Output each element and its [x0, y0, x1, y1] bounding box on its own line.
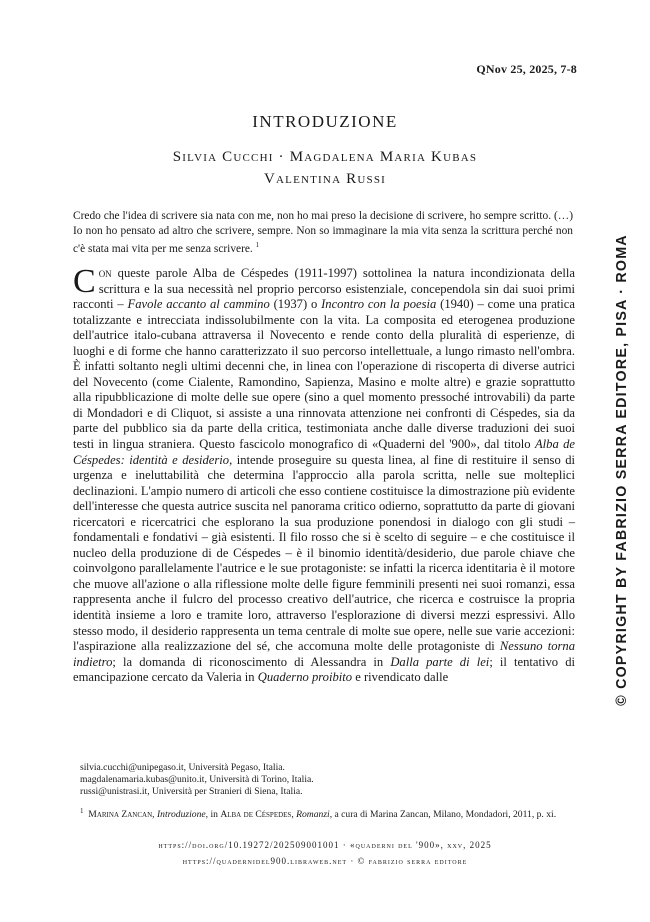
body-segment-7: e rivendicato dalle	[352, 670, 449, 685]
article-title: INTRODUZIONE	[252, 112, 398, 131]
affiliation-3: russi@unistrasi.it, Università per Stranieri di Siena, Italia.	[80, 786, 303, 798]
body-text	[73, 263, 576, 686]
affiliation-2: magdalenamaria.kubas@unito.it, Università di Torino, Italia.	[80, 774, 314, 786]
title-nessuno: Nessuno torna indietro	[73, 639, 575, 669]
title-issue: Alba de Céspedes: identità e desiderio	[73, 437, 575, 467]
footnote-book: Romanzi	[296, 808, 330, 820]
footnotes	[80, 762, 580, 821]
footnote-author: Marina Zancan	[88, 808, 153, 820]
footnote-sep-1: ,	[152, 808, 157, 820]
footnote-sep-2: ,	[291, 808, 297, 820]
footnote-number: 1	[80, 806, 84, 815]
footnote-title: Introduzione	[156, 808, 206, 820]
epigraph-note-ref: 1	[255, 241, 260, 250]
author-block	[0, 146, 650, 190]
footnote-in: , in	[205, 808, 221, 820]
authors-line-1: Silvia Cucchi · Magdalena Maria Kubas	[172, 149, 478, 165]
body-segment-2: (1937) o	[269, 297, 322, 312]
footer-site: https://quadernidel900.libraweb.net · © fabrizio serra editore	[182, 856, 468, 866]
title-favole: Favole accanto al cammino	[127, 297, 270, 312]
drop-cap: C	[73, 263, 96, 300]
title-dalla-parte: Dalla parte di lei	[390, 654, 490, 669]
title-quaderno: Quaderno proibito	[257, 670, 353, 685]
lead-in: on	[98, 266, 112, 280]
affiliation-1: silvia.cucchi@unipegaso.it, Università Pegaso, Italia.	[80, 762, 285, 773]
running-head: QNov 25, 2025, 7-8	[476, 62, 577, 76]
footnote-1	[80, 805, 580, 821]
epigraph	[73, 209, 573, 257]
body-segment-3: (1940) – come una pratica totalizzante e intrecciata indissolubilmente con la vita. La composita ed eterogenea produzione dell'autrice italo-cubana attraversa il Novecento e rende conto della pluralità di esperienze, di luoghi e di forme che hanno caratterizzato il suo percorso intellettuale, a lungo rimasto nell'ombra. È infatti soltanto negli ultimi decenni che, in linea con l'operazione di riscoperta di diverse autrici del Novecento (come Cialente, Ramondino, Sapienza, Masino e molte altre) e grazie soprattutto alla ripubblicazione di molte delle sue opere (sino a quel momento pressoché introvabili) da parte di Mondadori e di Cliquot, si assiste a una rinnovata attenzione nei confronti di Céspedes, sia da parte del pubblico sia da parte della critica, testimoniata anche dalle diverse traduzioni dei suoi testi in lingua straniera. Questo fascicolo monografico di «Quaderni del '900», dal titolo	[73, 297, 575, 452]
title-incontro: Incontro con la poesia	[321, 297, 437, 312]
epigraph-text: Credo che l'idea di scrivere sia nata con me, non ho mai preso la decisione di scrivere, ho sempre scritto. (…) Io non ho pensato ad altro che scrivere, sempre. Non so immaginare la mia vita senza la scrittura perché non c'è stata mai vita per me senza scrivere.	[73, 210, 573, 255]
footnote-rest: , a cura di Marina Zancan, Milano, Mondadori, 2011, p. xi.	[329, 808, 557, 820]
body-segment-4: , intende proseguire su questa linea, al fine di restituire il senso di urgenza e ineluttabilità che determina l'approccio alla parola scritta, nelle sue molteplici declinazioni. L'ampio numero di articoli che esso contiene costituisce la dimostrazione più evidente dell'interesse che questa autrice suscita nel panorama critico odierno, soprattutto da parte di giovani ricercatori e ricercatrici che esplorano la sua produzione ponendosi in dialogo con gli studi – fondamentali e fondativi – già esistenti. Il filo rosso che si è scelto di seguire – e che costituisce il nucleo della produzione di de Céspedes – è il binomio identità/desiderio, due parole chiave che coinvolgono parallelamente l'autrice e le sue protagoniste: se infatti la ricerca identitaria è il motore che muove all'azione o alla riflessione molte delle figure femminili presenti nei suoi romanzi, essa rappresenta anche il fulcro del processo creativo dell'autrice, che ricerca e costruisce la propria identità insieme a loro e tramite loro, attraverso l'esplorazione di diversi mezzi espressivi. Allo stesso modo, il desiderio rappresenta un tema centrale di molte sue opere, nelle sue varie accezioni: l'aspirazione alla realizzazione del sé, che accomuna molte delle protagoniste di	[73, 452, 576, 654]
authors-line-2: Valentina Russi	[263, 171, 387, 187]
body-segment-6: ; il tentativo di emancipazione cercato da Valeria in	[73, 654, 575, 685]
copyright-text: © COPYRIGHT BY FABRIZIO SERRA EDITORE, PISA · ROMA	[614, 234, 630, 706]
body-segment-1: queste parole Alba de Céspedes (1911-1997) sottolinea la natura incondizionata della scrittura e la sua necessità nel proprio percorso esistenziale, concependola sin dai suoi primi racconti –	[73, 266, 575, 312]
footnote-book-author: Alba de Céspedes	[220, 808, 292, 820]
body-segment-5: ; la domanda di riconoscimento di Alessandra in	[112, 654, 391, 669]
footer-doi: https://doi.org/10.19272/202509001001 · «quaderni del '900», xxv, 2025	[158, 840, 492, 850]
